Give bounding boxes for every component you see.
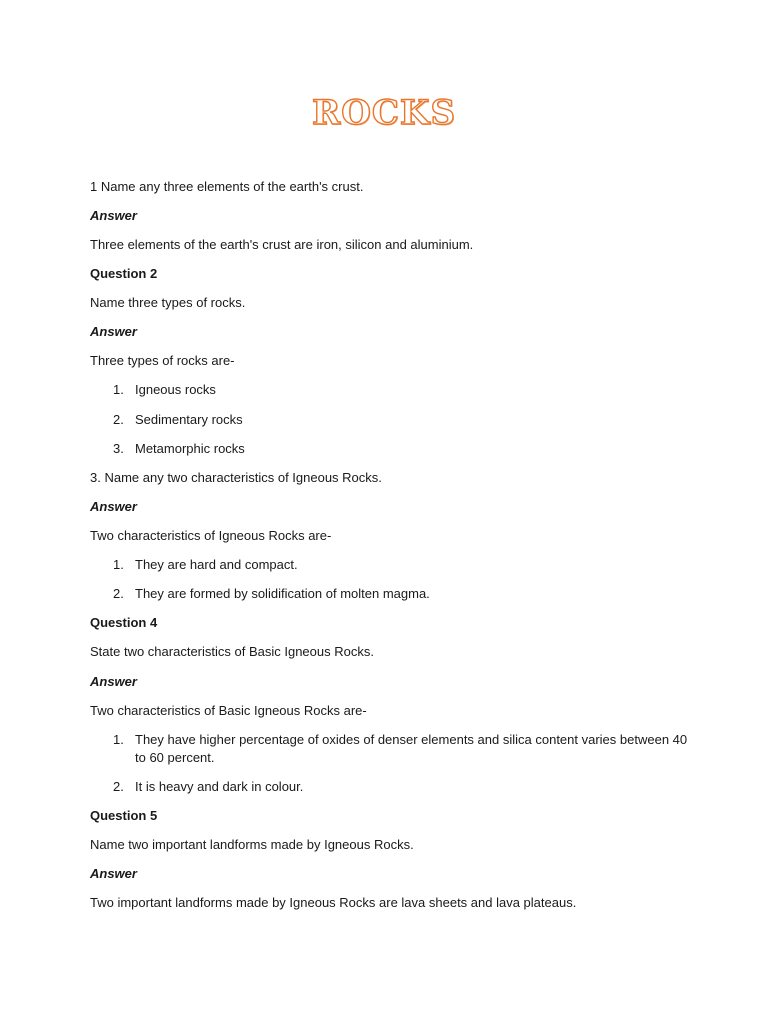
question-heading: Question 4	[90, 615, 158, 630]
list-text: They have higher percentage of oxides of denser elements and silica content varies between 40 to 60 percent.	[135, 732, 688, 765]
list-number: 3.	[113, 441, 124, 456]
question-heading: Question 2	[90, 266, 158, 281]
list-number: 1.	[113, 557, 124, 572]
list-number: 1.	[113, 382, 124, 397]
question-heading: Question 5	[90, 808, 158, 823]
list-text: Metamorphic rocks	[135, 441, 245, 456]
answer-3-intro: Two characteristics of Igneous Rocks are-	[90, 528, 332, 543]
list-text: Sedimentary rocks	[135, 412, 243, 427]
question-5-text: Name two important landforms made by Igneous Rocks.	[90, 837, 414, 852]
list-number: 2.	[113, 586, 124, 601]
list-item	[113, 778, 303, 796]
answer-4-intro: Two characteristics of Basic Igneous Rocks are-	[90, 703, 367, 718]
answer-label: Answer	[90, 324, 137, 339]
list-number: 2.	[113, 412, 124, 427]
answer-1-text: Three elements of the earth's crust are iron, silicon and aluminium.	[90, 237, 474, 252]
question-2-text: Name three types of rocks.	[90, 295, 246, 310]
list-item	[113, 381, 216, 399]
list-number: 2.	[113, 779, 124, 794]
answer-5-text: Two important landforms made by Igneous Rocks are lava sheets and lava plateaus.	[90, 895, 577, 910]
question-3-text: 3. Name any two characteristics of Igneous Rocks.	[90, 470, 382, 485]
answer-label: Answer	[90, 208, 137, 223]
list-text: They are formed by solidification of molten magma.	[135, 586, 430, 601]
list-number: 1.	[113, 732, 124, 747]
answer-label: Answer	[90, 674, 137, 689]
list-item	[113, 556, 298, 574]
list-text: Igneous rocks	[135, 382, 216, 397]
answer-label: Answer	[90, 866, 137, 881]
list-item	[113, 585, 430, 603]
list-text: It is heavy and dark in colour.	[135, 779, 304, 794]
answer-label: Answer	[90, 499, 137, 514]
list-text: They are hard and compact.	[135, 557, 298, 572]
answer-2-intro: Three types of rocks are-	[90, 353, 235, 368]
question-1-text: 1 Name any three elements of the earth's crust.	[90, 179, 364, 194]
list-item	[113, 411, 243, 429]
page-title: ROCKS	[311, 93, 457, 133]
list-item	[113, 440, 245, 458]
list-item	[113, 731, 695, 767]
question-4-text: State two characteristics of Basic Igneous Rocks.	[90, 644, 374, 659]
